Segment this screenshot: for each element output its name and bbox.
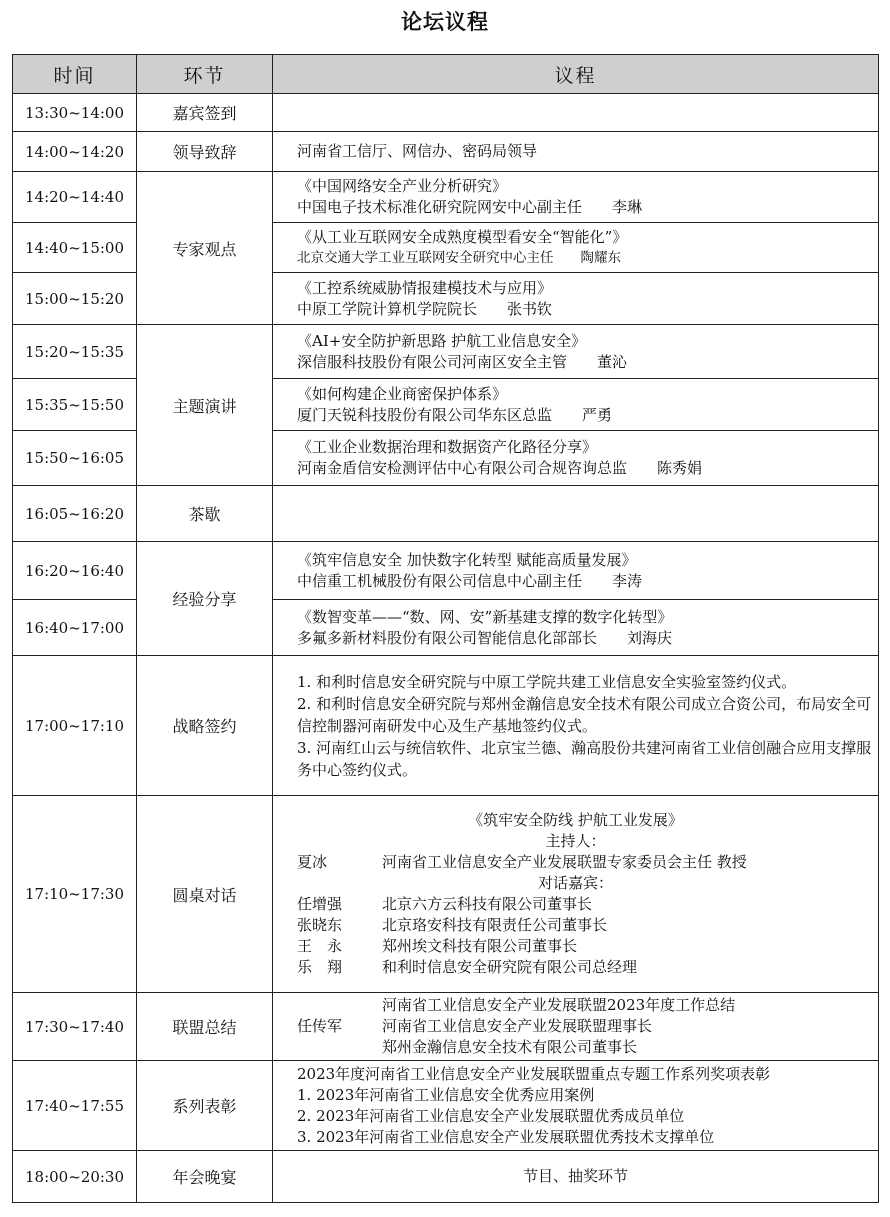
table-row	[13, 486, 879, 542]
time-cell: 14:40~15:00	[13, 223, 137, 273]
guest-name: 张晓东	[297, 916, 343, 934]
table-row	[13, 542, 879, 600]
agenda-cell	[273, 1151, 879, 1203]
signing-item: 2. 和利时信息安全研究院与郑州金瀚信息安全技术有限公司成立合资公司，布局安全可信控制器河南研发中心及生产基地签约仪式。	[297, 694, 872, 735]
time-cell: 15:20~15:35	[13, 325, 137, 379]
table-row	[13, 1061, 879, 1151]
speaker: 厦门天锐科技股份有限公司华东区总监 严勇	[297, 405, 613, 424]
time-cell: 17:40~17:55	[13, 1061, 137, 1151]
time-cell: 14:20~14:40	[13, 172, 137, 223]
summary-title: 河南省工业信息安全产业发展联盟2023年度工作总结	[382, 996, 736, 1014]
agenda-cell	[273, 796, 879, 993]
talk-title: 《如何构建企业商密保护体系》	[297, 384, 508, 403]
header-time: 时间	[13, 55, 137, 94]
speaker: 多氟多新材料股份有限公司智能信息化部部长 刘海庆	[297, 628, 673, 647]
time-cell: 15:00~15:20	[13, 273, 137, 325]
guest-title: 北京珞安科技有限责任公司董事长	[382, 916, 608, 934]
speaker: 中原工学院计算机学院院长 张书钦	[297, 299, 553, 318]
panel-topic: 《筑牢安全防线 护航工业发展》	[468, 811, 683, 829]
talk-title: 《数智变革——“数、网、安”新基建支撑的数字化转型》	[297, 607, 673, 626]
guest-entry	[297, 894, 878, 915]
talk-title: 《工业企业数据治理和数据资产化路径分享》	[297, 438, 598, 456]
time-cell: 14:00~14:20	[13, 132, 137, 172]
signing-item: 1. 和利时信息安全研究院与中原工学院共建工业信息安全实验室签约仪式。	[297, 672, 797, 691]
speaker: 河南金盾信安检测评估中心有限公司合规咨询总监 陈秀娟	[297, 459, 703, 477]
table-row	[13, 656, 879, 796]
segment-cell: 圆桌对话	[137, 796, 273, 993]
host-title: 河南省工业信息安全产业发展联盟专家委员会主任 教授	[382, 853, 747, 871]
speaker-title-2: 郑州金瀚信息安全技术有限公司董事长	[382, 1038, 638, 1056]
agenda-cell	[273, 656, 879, 796]
table-row	[13, 993, 879, 1061]
header-agenda: 议程	[273, 55, 879, 94]
segment-cell: 嘉宾签到	[137, 94, 273, 132]
speaker: 深信服科技股份有限公司河南区安全主管 董沁	[297, 352, 628, 371]
talk-title: 《筑牢信息安全 加快数字化转型 赋能高质量发展》	[297, 550, 637, 569]
speaker: 中国电子技术标准化研究院网安中心副主任 李琳	[297, 198, 643, 216]
agenda-cell	[273, 993, 879, 1061]
agenda-cell	[273, 273, 879, 325]
segment-cell: 专家观点	[137, 172, 273, 325]
table-row	[13, 172, 879, 223]
table-row	[13, 325, 879, 379]
segment-cell: 战略签约	[137, 656, 273, 796]
time-cell: 17:10~17:30	[13, 796, 137, 993]
segment-cell: 联盟总结	[137, 993, 273, 1061]
agenda-line: 河南省工信厅、网信办、密码局领导	[297, 142, 538, 160]
agenda-cell	[273, 325, 879, 379]
time-cell: 16:40~17:00	[13, 600, 137, 656]
speaker-name: 任传军	[297, 1017, 343, 1035]
segment-cell: 主题演讲	[137, 325, 273, 486]
table-row	[13, 94, 879, 132]
agenda-cell	[273, 600, 879, 656]
talk-title: 《AI+安全防护新思路 护航工业信息安全》	[297, 331, 587, 350]
agenda-cell	[273, 431, 879, 486]
agenda-cell	[273, 1061, 879, 1151]
talk-title: 《从工业互联网安全成熟度模型看安全“智能化”》	[297, 227, 628, 246]
time-cell: 17:30~17:40	[13, 993, 137, 1061]
time-cell: 17:00~17:10	[13, 656, 137, 796]
guest-name: 乐 翔	[297, 958, 343, 976]
time-cell: 16:05~16:20	[13, 486, 137, 542]
table-row	[13, 132, 879, 172]
speaker: 北京交通大学工业互联网安全研究中心主任 陶耀东	[297, 249, 621, 266]
page-title: 论坛议程	[401, 10, 489, 34]
segment-cell: 茶歇	[137, 486, 273, 542]
table-row	[13, 1151, 879, 1203]
table-row	[13, 796, 879, 993]
time-cell: 15:50~16:05	[13, 431, 137, 486]
guests-label: 对话嘉宾：	[537, 874, 613, 892]
award-item: 3. 2023年河南省工业信息安全产业发展联盟优秀技术支撑单位	[297, 1127, 715, 1146]
table-header-row	[13, 55, 879, 94]
signing-item: 3. 河南红山云与统信软件、北京宝兰德、瀚高股份共建河南省工业信创融合应用支撑服务中心签约仪式。	[297, 738, 872, 779]
header-segment: 环节	[137, 55, 273, 94]
time-cell: 18:00~20:30	[13, 1151, 137, 1203]
agenda-cell	[273, 379, 879, 431]
time-cell: 13:30~14:00	[13, 94, 137, 132]
host-label: 主持人：	[545, 832, 606, 850]
host-entry	[297, 852, 878, 873]
agenda-cell	[273, 223, 879, 273]
guest-entry	[297, 936, 878, 957]
guest-title: 北京六方云科技有限公司董事长	[382, 895, 593, 913]
guest-entry	[297, 915, 878, 936]
segment-cell: 年会晚宴	[137, 1151, 273, 1203]
talk-title: 《中国网络安全产业分析研究》	[297, 177, 508, 195]
award-item: 1. 2023年河南省工业信息安全优秀应用案例	[297, 1085, 595, 1104]
speaker-title: 河南省工业信息安全产业发展联盟理事长	[382, 1017, 653, 1035]
agenda-cell	[273, 94, 879, 132]
time-cell: 15:35~15:50	[13, 379, 137, 431]
agenda-cell	[273, 542, 879, 600]
guest-name: 任增强	[297, 895, 343, 913]
time-cell: 16:20~16:40	[13, 542, 137, 600]
speaker: 中信重工机械股份有限公司信息中心副主任 李涛	[297, 571, 643, 590]
award-item: 2. 2023年河南省工业信息安全产业发展联盟优秀成员单位	[297, 1106, 685, 1125]
award-heading: 2023年度河南省工业信息安全产业发展联盟重点专题工作系列奖项表彰	[297, 1064, 771, 1083]
guest-title: 郑州埃文科技有限公司董事长	[382, 937, 578, 955]
guest-name: 王 永	[297, 937, 343, 955]
host-name: 夏冰	[297, 853, 328, 871]
agenda-cell	[273, 486, 879, 542]
guest-entry	[297, 957, 878, 978]
agenda-table	[12, 54, 879, 1203]
agenda-line: 节目、抽奖环节	[522, 1167, 628, 1185]
segment-cell: 领导致辞	[137, 132, 273, 172]
summary-speaker	[297, 1016, 878, 1037]
agenda-cell	[273, 132, 879, 172]
guest-title: 和利时信息安全研究院有限公司总经理	[382, 958, 638, 976]
talk-title: 《工控系统威胁情报建模技术与应用》	[297, 278, 553, 297]
segment-cell: 经验分享	[137, 542, 273, 656]
segment-cell: 系列表彰	[137, 1061, 273, 1151]
agenda-cell	[273, 172, 879, 223]
